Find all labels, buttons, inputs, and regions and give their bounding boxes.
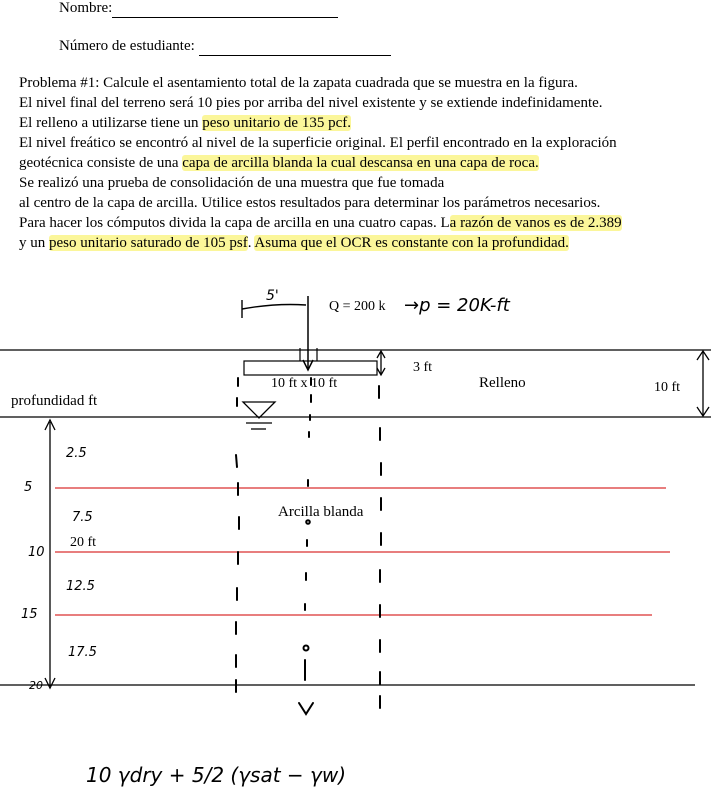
stress-zone-right-boundary: [379, 386, 381, 708]
load-label: Q = 200 k: [329, 299, 386, 314]
problem-line-8: Para hacer los cómputos divida la capa de arcilla en una cuatro capas. La razón de vanos es de 2.389: [19, 215, 622, 231]
mid-depth-label: 12.5: [66, 579, 95, 594]
depth-tick: 15: [21, 607, 38, 622]
footing-depth-dimension: [377, 351, 385, 375]
highlight-fill-unit-weight: peso unitario de 135 pcf.: [202, 115, 351, 131]
highlight-saturated-unit-weight: peso unitario saturado de 105 psf: [49, 235, 248, 251]
centerline: [299, 378, 313, 714]
depth-tick: 20: [29, 679, 43, 692]
problem-line-2: El nivel final del terreno será 10 pies por arriba del nivel existente y se extiende indefinidamente.: [19, 95, 603, 111]
handwritten-formula: 10 γdry + 5/2 (γsat − γw): [86, 763, 347, 787]
depth-axis-label: profundidad ft: [11, 393, 98, 409]
depth-tick: 5: [24, 480, 33, 495]
fill-height-label: 10 ft: [654, 380, 681, 395]
stress-zone-left-boundary: [236, 378, 239, 692]
offset-label: 5': [266, 288, 279, 304]
highlight-ocr: Asuma que el OCR es constante con la profundidad.: [254, 235, 569, 251]
mid-depth-label: 7.5: [72, 510, 93, 525]
problem-line-7: al centro de la capa de arcilla. Utilice estos resultados para determinar los parámetros necesarios.: [19, 195, 601, 211]
highlight-void-ratio: a razón de vanos es de 2.389: [449, 215, 622, 231]
depth-tick: 10: [28, 545, 45, 560]
mid-depth-label: 2.5: [66, 446, 87, 461]
clay-label: Arcilla blanda: [278, 504, 364, 520]
depth-axis: [45, 420, 55, 688]
problem-line-4: El nivel freático se encontró al nivel de la superficie original. El perfil encontrado en la exploración: [19, 135, 617, 151]
highlight-clay-layer: capa de arcilla blanda la cual descansa en una capa de roca.: [182, 155, 539, 171]
problem-line-1: Problema #1: Calcule el asentamiento total de la zapata cuadrada que se muestra en la figura.: [19, 75, 578, 91]
student-number-label: Número de estudiante:: [59, 37, 391, 56]
footing-depth-label: 3 ft: [413, 360, 433, 375]
footing-size-label: 10 ft x 10 ft: [271, 376, 338, 391]
fill-label: Relleno: [479, 375, 526, 391]
problem-line-6: Se realizó una prueba de consolidación de una muestra que fue tomada: [19, 175, 445, 191]
footing: [244, 348, 377, 375]
problem-line-3: El relleno a utilizarse tiene un peso unitario de 135 pcf.: [19, 115, 351, 131]
fill-height-dimension: [697, 351, 709, 416]
water-table-symbol: [243, 402, 275, 429]
mid-depth-label: 17.5: [68, 645, 97, 660]
load-arrow: [303, 296, 313, 370]
problem-line-5: geotécnica consiste de una capa de arcilla blanda la cual descansa en una capa de roca.: [19, 155, 539, 171]
problem-line-9: y un peso unitario saturado de 105 psf. Asuma que el OCR es constante con la profundidad.: [19, 235, 569, 251]
clay-thickness-label: 20 ft: [70, 535, 97, 550]
pressure-note: →p = 20K-ft: [404, 295, 510, 316]
name-label: Nombre:: [59, 0, 338, 18]
